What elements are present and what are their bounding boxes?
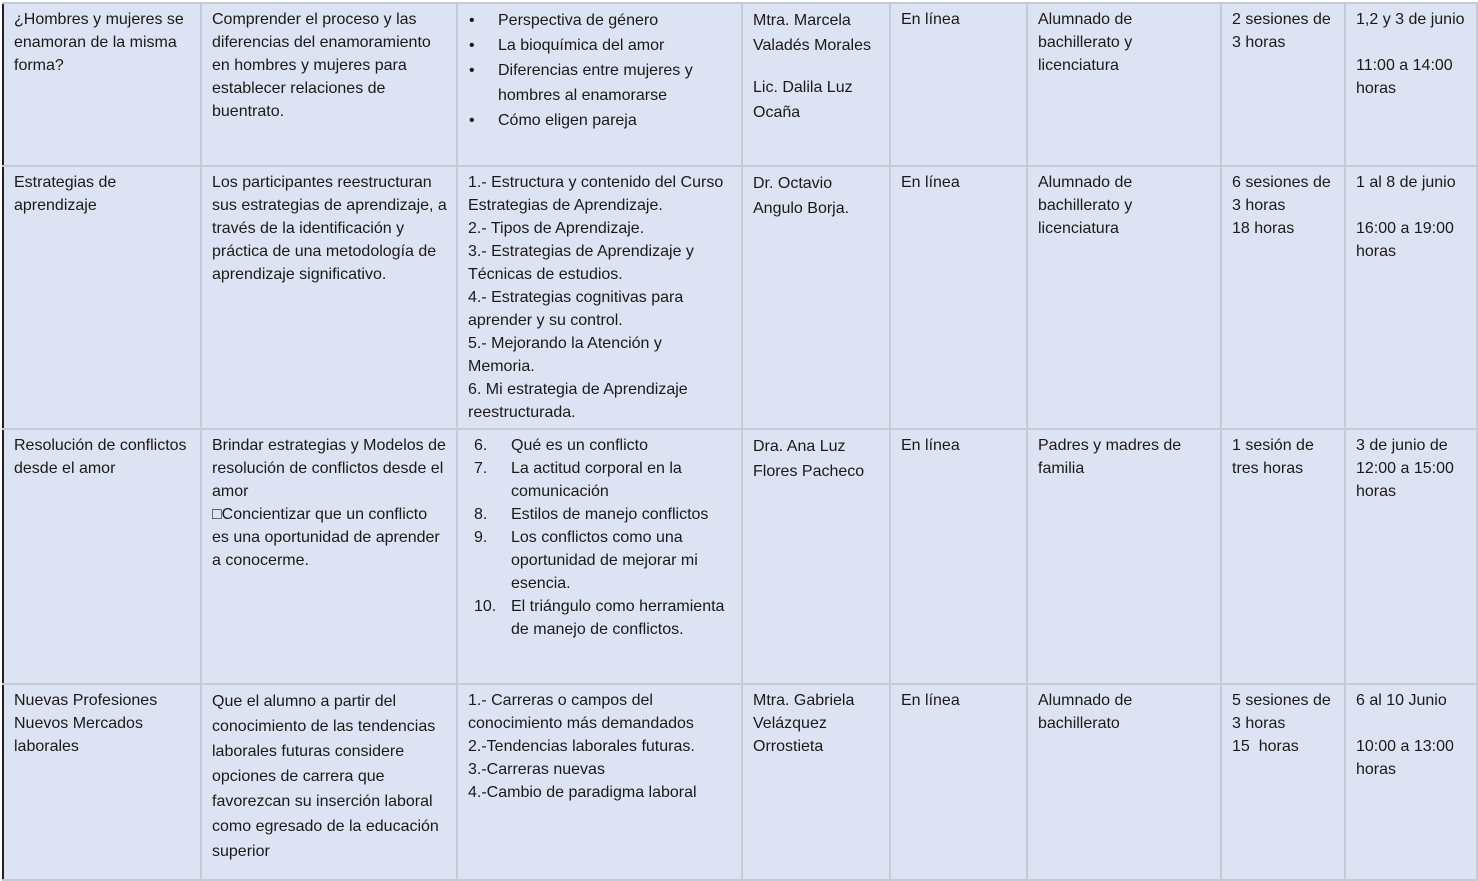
audience-cell xyxy=(1027,3,1221,166)
duration-text: 2 sesiones de 3 horas xyxy=(1232,11,1331,51)
modality-cell xyxy=(890,429,1027,684)
list-item: 1.- Carreras o campos del conocimiento más demandados xyxy=(468,692,694,732)
contents-cell xyxy=(457,429,742,684)
contents-cell xyxy=(457,166,742,429)
contents-cell xyxy=(457,3,742,166)
list-item: • Cómo eligen pareja xyxy=(468,108,732,133)
list-item: 1.- Estructura y contenido del Curso Estrategias de Aprendizaje. xyxy=(468,174,728,214)
instructor-name: Mtra. Gabriela Velázquez Orrostieta xyxy=(753,692,859,755)
missing-glyph-icon: □ xyxy=(212,506,222,523)
contents-bullet-list xyxy=(468,8,732,133)
duration-text: 1 sesión de tres horas xyxy=(1232,437,1314,477)
instructor-name: Mtra. Marcela Valadés Morales xyxy=(753,12,871,54)
list-item: 3.- Estrategias de Aprendizaje y Técnicas de estudios. xyxy=(468,243,699,283)
list-item: 10. El triángulo como herramienta de manejo de conflictos. xyxy=(474,598,725,638)
schedule-cell xyxy=(1345,166,1477,429)
dates-text: 3 de junio de xyxy=(1356,437,1448,454)
audience-text: Alumnado de bachillerato y licenciatura xyxy=(1038,11,1133,74)
table-row xyxy=(3,429,1477,684)
audience-cell xyxy=(1027,429,1221,684)
duration-cell xyxy=(1221,166,1345,429)
course-name-cell xyxy=(3,429,201,684)
audience-text: Alumnado de bachillerato xyxy=(1038,692,1133,732)
dates-text: 1,2 y 3 de junio xyxy=(1356,11,1465,28)
duration-total: 18 horas xyxy=(1232,220,1295,237)
objective-cell xyxy=(201,166,457,429)
time-text: 11:00 a 14:00 horas xyxy=(1356,57,1458,97)
duration-cell xyxy=(1221,429,1345,684)
list-item: 6. Qué es un conflicto xyxy=(474,437,648,454)
objective-text: Brindar estrategias y Modelos de resolución de conflictos desde el amor xyxy=(212,437,451,500)
schedule-cell xyxy=(1345,3,1477,166)
list-item: 5.- Mejorando la Atención y Memoria. xyxy=(468,335,667,375)
modality-cell xyxy=(890,3,1027,166)
objective-text: Comprender el proceso y las diferencias del enamoramiento en hombres y mujeres para establecer relaciones de buentrato. xyxy=(212,11,431,120)
course-name: ¿Hombres y mujeres se enamoran de la misma forma? xyxy=(14,11,184,74)
table-row xyxy=(3,684,1477,880)
list-item: 6. Mi estrategia de Aprendizaje reestructurada. xyxy=(468,381,693,421)
duration-cell xyxy=(1221,684,1345,880)
course-schedule-table xyxy=(2,2,1478,881)
audience-cell xyxy=(1027,684,1221,880)
duration-text: 6 sesiones de 3 horas xyxy=(1232,174,1336,214)
instructor-name: Lic. Dalila Luz Ocaña xyxy=(753,79,858,121)
instructor-cell xyxy=(742,166,890,429)
list-item: 2.-Tendencias laborales futuras. xyxy=(468,738,695,755)
course-name-cell xyxy=(3,684,201,880)
course-name: Nuevas Profesiones Nuevos Mercados laborales xyxy=(14,692,158,755)
audience-text: Alumnado de bachillerato y licenciatura xyxy=(1038,174,1133,237)
contents-cell xyxy=(457,684,742,880)
objective-cell xyxy=(201,429,457,684)
time-text: 16:00 a 19:00 horas xyxy=(1356,220,1459,260)
objective-text: Que el alumno a partir del conocimiento de las tendencias laborales futuras considere opciones de carrera que favorezcan su inserción laboral como egresado de la educación superior xyxy=(212,693,444,860)
modality-cell xyxy=(890,166,1027,429)
table-row xyxy=(3,3,1477,166)
modality-text: En línea xyxy=(901,437,960,454)
audience-text: Padres y madres de familia xyxy=(1038,437,1182,477)
instructor-cell xyxy=(742,429,890,684)
list-item: 9. Los conflictos como una oportunidad de mejorar mi esencia. xyxy=(474,529,698,592)
list-item: 8. Estilos de manejo conflictos xyxy=(474,506,709,523)
duration-text: 5 sesiones de 3 horas xyxy=(1232,692,1336,732)
list-item: • Diferencias entre mujeres y hombres al enamorarse xyxy=(468,58,732,108)
duration-cell xyxy=(1221,3,1345,166)
contents-numbered-list xyxy=(468,434,732,641)
objective-cell xyxy=(201,3,457,166)
list-item: • La bioquímica del amor xyxy=(468,33,732,58)
time-text: 12:00 a 15:00 horas xyxy=(1356,460,1459,500)
objective-text: Los participantes reestructuran sus estrategias de aprendizaje, a través de la identificación y práctica de una metodología de aprendizaje significativo. xyxy=(212,174,447,283)
table-row xyxy=(3,166,1477,429)
modality-text: En línea xyxy=(901,692,960,709)
instructor-cell xyxy=(742,684,890,880)
list-item: • Perspectiva de género xyxy=(468,8,732,33)
instructor-name: Dr. Octavio Angulo Borja. xyxy=(753,175,850,217)
list-item: 7. La actitud corporal en la comunicación xyxy=(474,460,682,500)
modality-cell xyxy=(890,684,1027,880)
course-name-cell xyxy=(3,3,201,166)
modality-text: En línea xyxy=(901,11,960,28)
instructor-cell xyxy=(742,3,890,166)
objective-text-2: □Concientizar que un conflicto es una oportunidad de aprender a conocerme. xyxy=(212,506,445,569)
objective-cell xyxy=(201,684,457,880)
schedule-cell xyxy=(1345,429,1477,684)
time-text: 10:00 a 13:00 horas xyxy=(1356,738,1459,778)
list-item: 4.- Estrategias cognitivas para aprender y su control. xyxy=(468,289,688,329)
modality-text: En línea xyxy=(901,174,960,191)
course-name-cell xyxy=(3,166,201,429)
list-item: 4.-Cambio de paradigma laboral xyxy=(468,784,697,801)
instructor-name: Dra. Ana Luz Flores Pacheco xyxy=(753,438,865,480)
course-name: Estrategias de aprendizaje xyxy=(14,174,117,214)
dates-text: 1 al 8 de junio xyxy=(1356,174,1456,191)
list-item: 3.-Carreras nuevas xyxy=(468,761,605,778)
audience-cell xyxy=(1027,166,1221,429)
dates-text: 6 al 10 Junio xyxy=(1356,692,1447,709)
duration-total: 15 horas xyxy=(1232,738,1299,755)
list-item: 2.- Tipos de Aprendizaje. xyxy=(468,220,645,237)
course-name: Resolución de conflictos desde el amor xyxy=(14,437,187,477)
schedule-cell xyxy=(1345,684,1477,880)
